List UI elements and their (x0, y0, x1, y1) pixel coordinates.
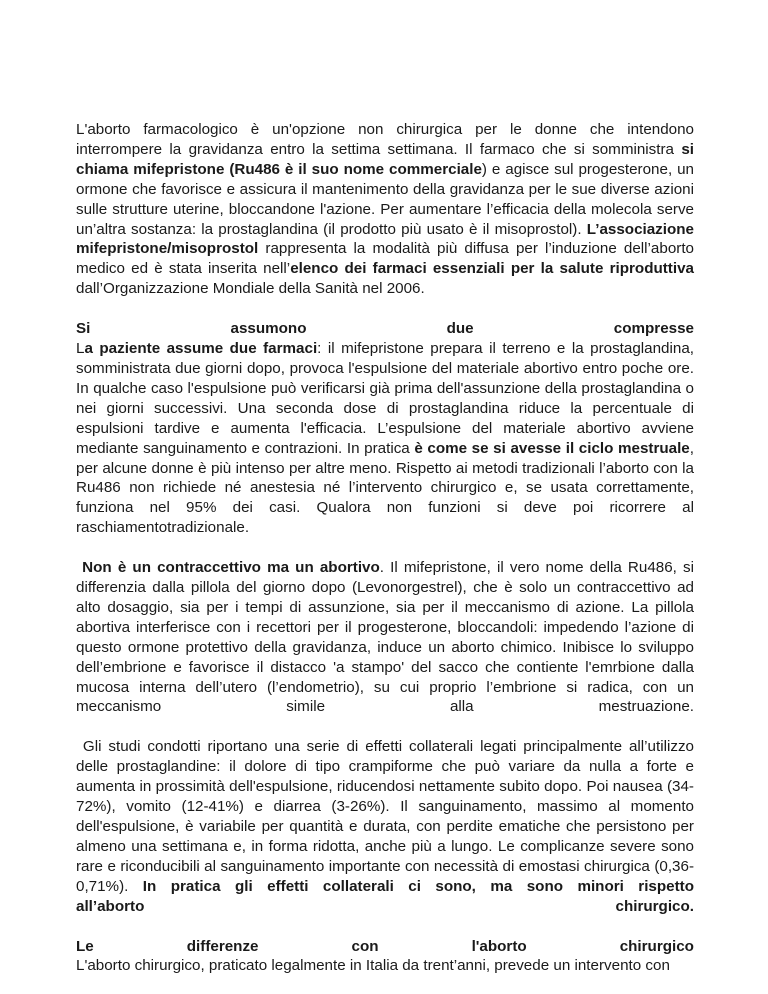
heading-word: Le (76, 937, 94, 955)
bold-run: è come se si avesse il ciclo mestruale (414, 439, 690, 457)
bold-run: In pratica gli effetti collaterali ci sono, ma sono minori rispetto (142, 877, 694, 895)
text-run: , per alcune donne è più intenso per altre meno. Rispetto ai metodi tradizionali l’aborto con la Ru486 non richiede né anestesia né l’intervento chirurgico e, se usata correttamente, funziona nel 95% dei casi. Qualora non funzioni si deve poi ricorrere al raschiamentotradizionale. (76, 439, 694, 537)
text-run: Gli studi condotti riportano una serie di effetti collaterali legati principalmente all’utilizzo delle prostaglandine: il dolore di tipo crampiforme che può variare da nulla a forte e aumenta in prossimità dell'espulsione, riducendosi nettamente subito dopo. Poi nausea (34-72%), vomito (12-41%) e diarrea (3-26%). Il sanguinamento, massimo al momento dell'espulsione, è variabile per quantità e durata, con perdite ematiche che persistono per almeno una settimana e, in forma ridotta, anche più a lungo. Le complicanze severe sono rare e riconducibili al sanguinamento importante con necessità di emostasi chirurgica (0,36-0,71%). (76, 738, 699, 895)
text-run: dall’Organizzazione Mondiale della Sanità nel 2006. (76, 280, 425, 298)
line-word: chirurgico. (615, 897, 694, 915)
paragraph-last-line (76, 897, 694, 917)
paragraph-body (76, 339, 694, 538)
bold-run: elenco dei farmaci essenziali per la salute riproduttiva (290, 260, 694, 278)
section-heading-assumono (76, 319, 694, 339)
heading-word: compresse (613, 320, 694, 338)
paragraph-last-line (76, 697, 694, 717)
bold-run: Non è un contraccettivo ma un abortivo (82, 559, 380, 577)
heading-word: differenze (186, 937, 259, 955)
text-run: ) e agisce sul progesterone, un ormone che favorisce e assicura il mantenimento della gravidanza per le sue diverse azioni sulle strutture uterine, bloccandone l'azione. Per aumentare l’efficacia della molecola serve un’altra sostanza: la prostaglandina (il prodotto più usato è il misoprostol). (76, 160, 694, 238)
line-word: alla (449, 698, 474, 716)
text-run: L'aborto farmacologico è un'opzione non chirurgica per le donne che intendono interrompere la gravidanza entro la settima settimana. Il farmaco che si somministra (76, 121, 694, 158)
text-run: L (76, 340, 85, 358)
line-word: all’aborto (76, 897, 145, 915)
paragraph-abortivo (76, 558, 694, 717)
line-word: simile (286, 698, 326, 716)
bold-run: si chiama mifepristone (Ru486 è il suo nome commerciale (76, 140, 694, 178)
paragraph-body (76, 737, 699, 896)
text-run: rappresenta la modalità più diffusa per l’induzione dell’aborto medico ed è stata inserita nell’ (76, 240, 694, 278)
paragraph-surgical (76, 937, 694, 977)
heading-word: con (351, 937, 379, 955)
paragraph-body (76, 956, 694, 976)
heading-word: due (446, 320, 474, 338)
paragraph-side-effects (76, 737, 699, 916)
bold-run: L’associazione mifepristone/misoprostol (76, 220, 694, 258)
line-word: meccanismo (76, 698, 162, 716)
section-heading-differenze (76, 937, 694, 957)
paragraph-intro (76, 120, 694, 299)
line-word: mestruazione. (598, 698, 694, 716)
text-run: : il mifepristone prepara il terreno e la prostaglandina, somministrata due giorni dopo, provoca l'espulsione del materiale abortivo entro poche ore. In qualche caso l'espulsione può verificarsi già prima dell'assunzione della prostaglandina o nei giorni successivi. Una seconda dose di prostaglandina riduce la percentuale di espulsioni tardive e aumenta l'efficacia. L’espulsione del materiale abortivo avviene mediante sanguinamento e contrazioni. In pratica (76, 340, 694, 457)
bold-run: a paziente assume due farmaci (84, 340, 318, 358)
heading-word: Si (76, 320, 91, 338)
heading-word: l'aborto (471, 937, 527, 955)
heading-word: chirurgico (619, 937, 694, 955)
paragraph-body (76, 558, 694, 697)
heading-word: assumono (230, 320, 307, 338)
text-run: L'aborto chirurgico, praticato legalmente in Italia da trent’anni, prevede un intervento con (76, 957, 670, 975)
document-body (76, 120, 699, 976)
paragraph-assumption (76, 319, 694, 538)
text-run: . Il mifepristone, il vero nome della Ru486, si differenzia dalla pillola del giorno dopo (Levonorgestrel), che è solo un contraccettivo ad alto dosaggio, sia per i tempi di assunzione, sia per il meccanismo di azione. La pillola abortiva interferisce con i recettori per il progesterone, bloccandoli: impedendo l’azione di questo ormone protettivo della gravidanza, induce un aborto chimico. Inibisce lo sviluppo dell’embrione e favorisce il distacco 'a stampo' del sacco che contiente l'emrbione dalla mucosa interna dell’utero (l’endometrio), su cui proprio l’embrione si radica, con un (76, 559, 694, 696)
